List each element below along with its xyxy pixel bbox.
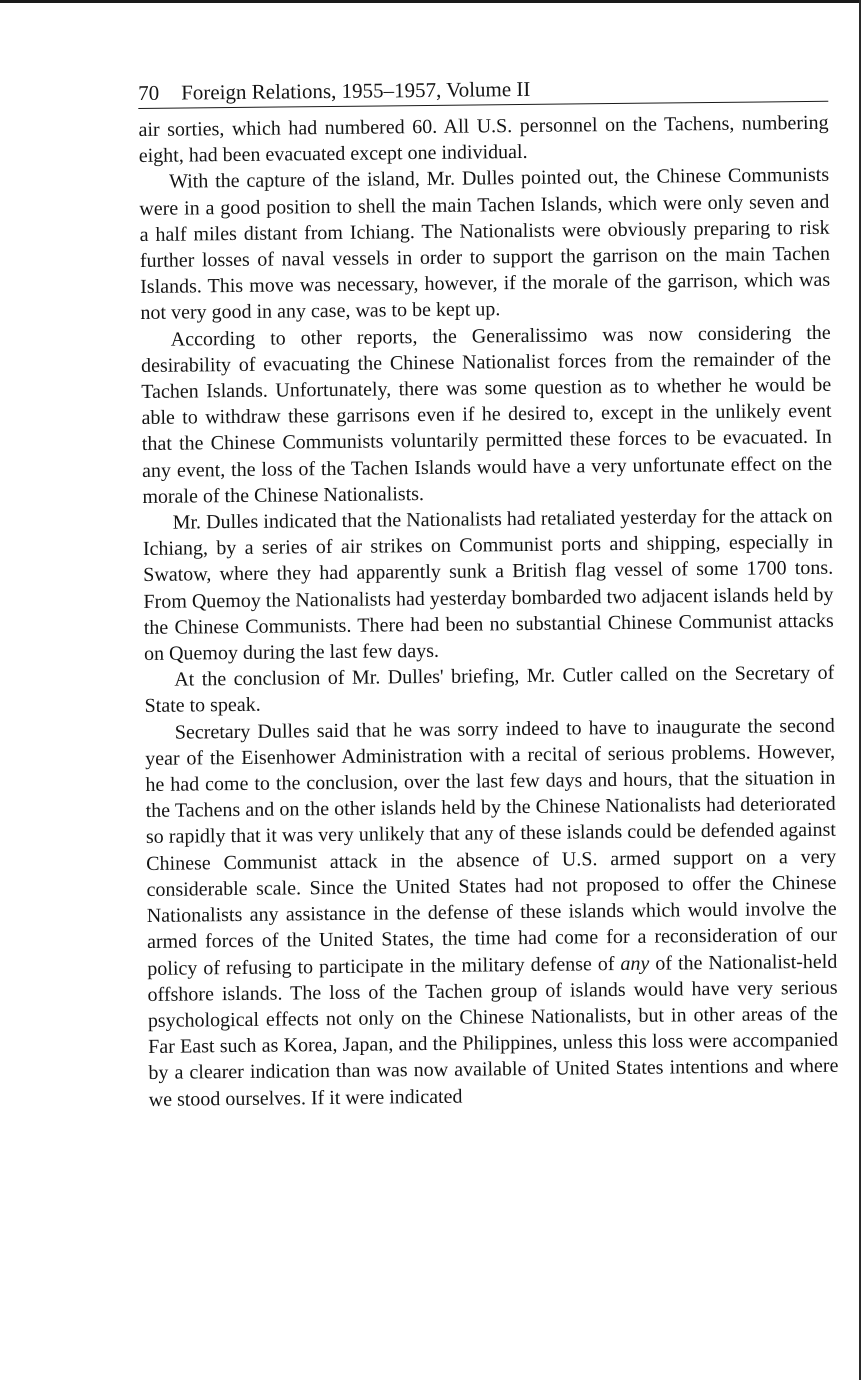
paragraph-continued: air sorties, which had numbered 60. All U.S. personnel on the Tachens, numbering eight, had been evacuated except one individual. (138, 111, 829, 168)
body-text (138, 110, 838, 1113)
paragraph: With the capture of the island, Mr. Dulles pointed out, the Chinese Communists were in a good position to shell the main Tachen Islands, which were only seven and a half miles distant from Ichiang. The Nationalists were obviously preparing to risk further losses of naval vessels in order to support the garrison on the main Tachen Islands. This move was necessary, however, if the morale of the garrison, which was not very good in any case, was to be kept up. (139, 164, 831, 325)
paragraph-text: of the Nationalist-held offshore islands. The loss of the Tachen group of islands would have very serious psychological effects not only on the Chinese Nationalists, but in other areas of the Far East such as Korea, Japan, and the Philippines, unless this loss were accompanied by a clearer indication than was now available of United States intentions and where we stood ourselves. If it were indicated (147, 950, 839, 1111)
paragraph: At the conclusion of Mr. Dulles' briefing, Mr. Cutler called on the Secretary of State to speak. (144, 662, 835, 718)
document-page (138, 71, 839, 1113)
running-header (138, 71, 828, 109)
paragraph-text: Secretary Dulles said that he was sorry indeed to have to inaugurate the second year of the Eisenhower Administration with a recital of serious problems. However, he had come to the conclusion, over the last few days and hours, that the situation in the Tachens and on the other islands held by the Chinese Nationalists had deteriorated so rapidly that it was very unlikely that any of these islands could be defended against Chinese Communist attack in the absence of U.S. armed support on a very considerable scale. Since the United States had not proposed to offer the Chinese Nationalists any assistance in the defense of these islands which would involve the armed forces of the United States, the time had come for a reconsideration of our policy of refusing to participate in the military defense of (145, 714, 838, 980)
emphasized-word: any (620, 952, 650, 975)
page-number: 70 (138, 80, 160, 105)
volume-title: Foreign Relations, 1955–1957, Volume II (181, 76, 531, 105)
paragraph-secretary-statement (145, 712, 839, 1112)
paragraph: Mr. Dulles indicated that the Nationalists had retaliated yesterday for the attack on Ichiang, by a series of air strikes on Communist ports and shipping, especially in Swatow, where they had apparently sunk a British flag vessel of some 1700 tons. From Quemoy the Nationalists had yesterday bombarded two adjacent islands held by the Chinese Communists. There had been no substantial Chinese Communist attacks on Quemoy during the last few days. (142, 504, 834, 666)
paragraph: According to other reports, the Generalissimo was now considering the desirability of evacuating the Chinese Nationalist forces from the remainder of the Tachen Islands. Unfortunately, there was some question as to whether he would be able to withdraw these garrisons even if he desired to, except in the unlikely event that the Chinese Communists voluntarily permitted these forces to be evacuated. In any event, the loss of the Tachen Islands would have a very unfortunate effect on the morale of the Chinese Nationalists. (140, 321, 833, 508)
scan-border-top (0, 0, 861, 3)
